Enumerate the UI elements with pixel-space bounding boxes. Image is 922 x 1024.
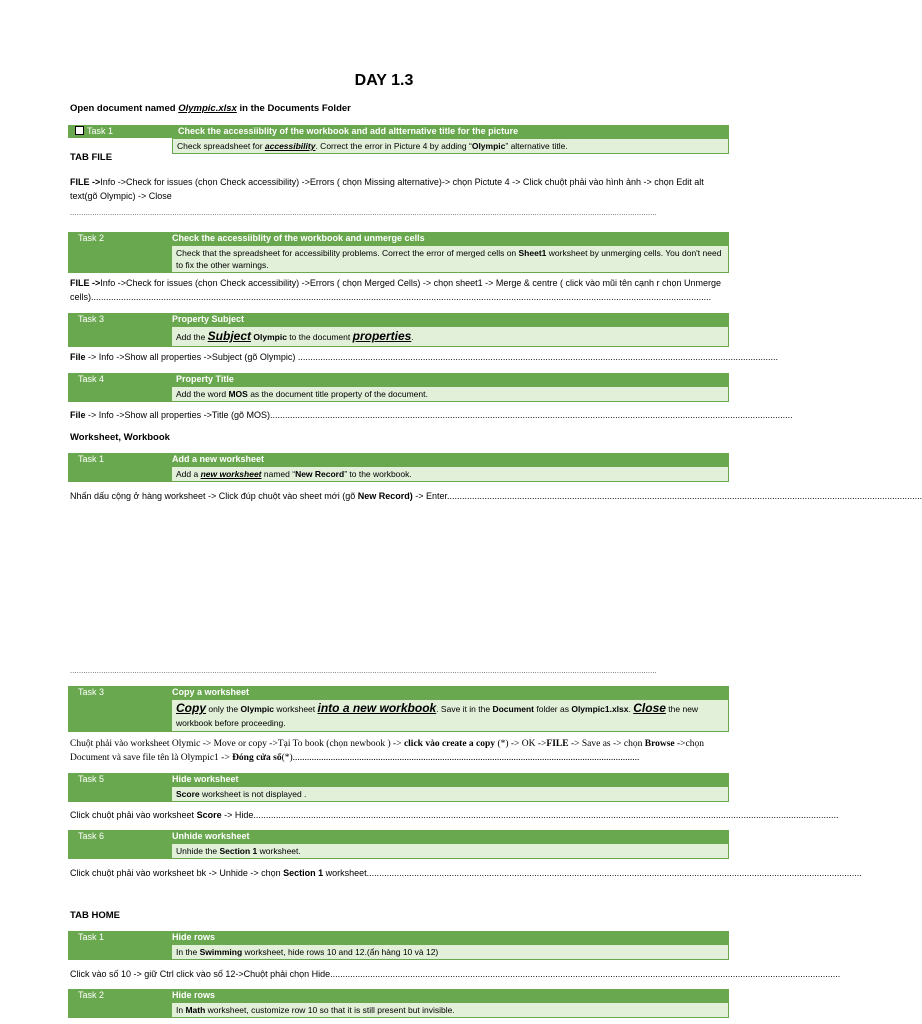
task-description xyxy=(172,1002,729,1018)
desc-text: to the document xyxy=(286,332,353,342)
desc-bold: New Record xyxy=(295,469,345,479)
task-label: Task 1 xyxy=(87,126,114,136)
dotted-line: ........................................................................................................................................................................................................................................................................ xyxy=(70,208,657,217)
task-title: Add a new worksheet xyxy=(172,454,265,464)
desc-text: folder as xyxy=(534,704,572,714)
desc-text: Unhide the xyxy=(176,846,220,856)
task-1-block xyxy=(68,125,729,154)
task-header xyxy=(68,313,729,326)
answer-bold: Section 1 xyxy=(283,868,324,878)
desc-bold: Olympic1.xlsx xyxy=(571,704,629,714)
desc-text: only the xyxy=(206,704,241,714)
desc-text: worksheet, hide rows 10 and 12.(ẩn hàng 10 và 12) xyxy=(242,947,439,957)
answer-bold: Đóng cửa sổ xyxy=(232,753,282,763)
task-header xyxy=(68,453,729,466)
ws-task-5-block xyxy=(68,773,729,802)
desc-bold: Math xyxy=(185,1005,206,1015)
task-label: Task 3 xyxy=(78,314,105,324)
answer-text: Click chuột phải vào worksheet xyxy=(70,810,197,820)
task-label-wrap xyxy=(68,125,172,138)
intro-prefix: Open document named xyxy=(70,103,179,114)
desc-text: Add the xyxy=(176,332,208,342)
task-description xyxy=(172,786,729,802)
desc-emphasis: Copy xyxy=(176,701,206,715)
desc-bold: Section 1 xyxy=(219,846,258,856)
desc-text: as the document title property of the document. xyxy=(247,389,428,399)
ws-task-1-block xyxy=(68,453,729,482)
answer-bold: Browse xyxy=(644,739,675,749)
desc-bold: Score xyxy=(176,789,200,799)
home-task-2-block xyxy=(68,989,729,1018)
task-description xyxy=(172,699,729,732)
task-header xyxy=(68,830,729,843)
task-4-block xyxy=(68,373,729,402)
ws-task-6-answer xyxy=(70,866,862,880)
answer-text: -> Info ->Show all properties ->Title (gõ MOS)................................................................................................................................................................................................................. xyxy=(85,410,793,420)
desc-text: In the xyxy=(176,947,200,957)
desc-text: ” alternative title. xyxy=(505,141,568,151)
task-body xyxy=(68,786,729,802)
desc-text: . xyxy=(628,704,634,714)
desc-bold: Document xyxy=(492,704,534,714)
answer-bold: Score xyxy=(196,810,222,820)
ws-task-6-block xyxy=(68,830,729,859)
task-description xyxy=(172,245,729,273)
task-2-answer xyxy=(70,276,732,304)
task-3-property-block xyxy=(68,313,729,347)
task-label: Task 4 xyxy=(78,374,105,384)
task-2-block xyxy=(68,232,729,273)
desc-text: Check spreadsheet for xyxy=(177,141,265,151)
desc-text: named “ xyxy=(261,469,296,479)
answer-text: (*).................................................................................................................................................. xyxy=(281,753,640,763)
intro-line xyxy=(70,102,351,116)
ws-task-3-answer xyxy=(70,737,732,765)
task-label: Task 2 xyxy=(78,233,105,243)
task-body xyxy=(68,843,729,859)
desc-text: Add a xyxy=(176,469,201,479)
desc-text: worksheet xyxy=(274,704,318,714)
task-description xyxy=(172,466,729,482)
answer-text: worksheet...................................................................................................................................................................................................... xyxy=(323,868,862,878)
task-description xyxy=(172,326,729,347)
home-task-1-block xyxy=(68,931,729,960)
desc-text: the new workbook before proceeding. xyxy=(176,704,699,728)
desc-text: Add the word xyxy=(176,389,229,399)
desc-emphasis: into a new workbook xyxy=(317,701,437,715)
task-header xyxy=(68,931,729,944)
task-header xyxy=(68,373,729,386)
task-label: Task 3 xyxy=(78,687,105,697)
desc-bold: Olympic xyxy=(240,704,275,714)
desc-bold: Olympic xyxy=(471,141,506,151)
task-body xyxy=(68,944,729,960)
ws-task-1-answer xyxy=(70,489,922,503)
ws-task-3-block xyxy=(68,686,729,732)
task-spacer xyxy=(68,699,172,732)
task-body xyxy=(68,699,729,732)
task-4-answer xyxy=(70,408,793,422)
task-title: Copy a worksheet xyxy=(172,687,250,697)
task-title: Property Subject xyxy=(172,314,245,324)
task-spacer xyxy=(68,843,172,859)
task-title: Unhide worksheet xyxy=(172,831,250,841)
ws-task-5-answer xyxy=(70,808,839,822)
task-title: Hide rows xyxy=(172,932,216,942)
section-heading-worksheet: Worksheet, Workbook xyxy=(70,432,170,443)
task-body xyxy=(68,1002,729,1018)
task-title: Check the accessiiblity of the workbook and add altternative title for the picture xyxy=(178,126,519,136)
tab-file-heading: TAB FILE xyxy=(70,152,113,163)
tab-home-heading: TAB HOME xyxy=(70,910,120,921)
task-title: Check the accessiiblity of the workbook and unmerge cells xyxy=(172,233,425,243)
home-task-1-answer: Click vào số 10 -> giữ Ctrl click vào số 12->Chuột phải chọn Hide............................................................................................................................................................................................................ xyxy=(70,969,841,979)
task-description xyxy=(172,944,729,960)
task-title: Hide worksheet xyxy=(172,774,239,784)
answer-text: Info ->Check for issues (chọn Check accessibility) ->Errors ( chọn Merged Cells) -> chọn sheet1 -> Merge & centre ( click vào mũi tên cạnh r chọn Unmerge cells)........................................................................................................................................................................................................................................................ xyxy=(70,278,722,302)
task-3-property-answer xyxy=(70,350,778,364)
task-spacer xyxy=(68,944,172,960)
task-body xyxy=(68,466,729,482)
answer-bold: FILE xyxy=(546,739,569,749)
task-body xyxy=(68,386,729,402)
answer-text: -> Enter.............................................................................................................................................................................................. xyxy=(412,491,922,501)
task-label: Task 5 xyxy=(78,774,105,784)
task-spacer xyxy=(68,326,172,347)
task-header xyxy=(68,232,729,245)
task-label: Task 1 xyxy=(78,454,105,464)
task-label: Task 1 xyxy=(78,932,105,942)
task-header xyxy=(68,773,729,786)
task-body xyxy=(68,326,729,347)
task-spacer xyxy=(68,466,172,482)
answer-bold: FILE -> xyxy=(70,278,101,288)
answer-bold: New Record) xyxy=(357,491,413,501)
answer-text: Nhấn dấu cộng ở hàng worksheet -> Click đúp chuột vào sheet mới (gõ xyxy=(70,491,358,501)
answer-text: Chuột phải vào worksheet Olymic -> Move or copy ->Tại To book (chọn newbook ) -> xyxy=(70,739,404,749)
desc-text: worksheet is not displayed . xyxy=(199,789,307,799)
desc-emphasis: Close xyxy=(633,701,666,715)
task-label: Task 6 xyxy=(78,831,105,841)
dotted-line: ........................................................................................................................................................................................................................................................................ xyxy=(70,666,657,675)
desc-text: . Correct the error in Picture 4 by adding “ xyxy=(315,141,472,151)
desc-bold: MOS xyxy=(228,389,248,399)
task-header xyxy=(68,686,729,699)
task-title: Hide rows xyxy=(172,990,216,1000)
task-title: Property Title xyxy=(176,374,234,384)
desc-bold: Swimming xyxy=(199,947,243,957)
task-description xyxy=(172,386,729,402)
desc-text: . Save it in the xyxy=(436,704,493,714)
answer-text: -> Save as -> chọn xyxy=(568,739,645,749)
desc-emphasis: Subject xyxy=(207,329,252,343)
desc-text: Check that the spreadsheet for accessibility problems. Correct the error of merged cells on xyxy=(176,248,519,258)
desc-text: worksheet. xyxy=(257,846,301,856)
answer-text: ->chọn Document và save file tên là Olympic1 -> xyxy=(70,739,705,763)
checkbox-icon[interactable] xyxy=(75,126,84,135)
answer-text: (*) -> OK -> xyxy=(495,739,547,749)
task-description xyxy=(172,138,729,154)
answer-text: -> Info ->Show all properties ->Subject (gõ Olympic) ................................................................................................................................................................................................ xyxy=(85,352,778,362)
desc-text: ” to the workbook. xyxy=(344,469,412,479)
task-body xyxy=(68,245,729,273)
task-header xyxy=(68,125,729,138)
answer-bold: File xyxy=(70,352,86,362)
answer-bold: click vào create a copy xyxy=(403,739,496,749)
desc-text: . xyxy=(411,332,414,342)
answer-text: -> Hide.......................................................................................................................................................................................................................................... xyxy=(221,810,839,820)
desc-emphasis: new worksheet xyxy=(200,469,262,479)
answer-text: Click chuột phải vào worksheet bk -> Unhide -> chọn xyxy=(70,868,284,878)
desc-bold: Olympic xyxy=(251,332,287,342)
answer-text: Info ->Check for issues (chọn Check accessibility) ->Errors ( chọn Missing alternative)-> chọn Pictute 4 -> Click chuột phải vào hình ảnh -> chọn Edit alt text(gõ Olympic) -> Close xyxy=(70,177,704,201)
page-title: DAY 1.3 xyxy=(354,72,414,89)
task-1-answer xyxy=(70,175,732,203)
task-body xyxy=(68,138,729,154)
answer-bold: FILE -> xyxy=(70,177,101,187)
desc-text: worksheet, customize row 10 so that it is still present but invisible. xyxy=(205,1005,455,1015)
desc-emphasis: accessibility xyxy=(264,141,316,151)
task-spacer xyxy=(68,386,172,402)
task-spacer xyxy=(68,786,172,802)
task-spacer xyxy=(68,245,172,273)
task-header xyxy=(68,989,729,1002)
intro-suffix: in the Documents Folder xyxy=(236,103,351,114)
desc-text: In xyxy=(176,1005,186,1015)
task-spacer xyxy=(68,1002,172,1018)
answer-bold: File xyxy=(70,410,86,420)
task-description xyxy=(172,843,729,859)
desc-bold: Sheet1 xyxy=(518,248,547,258)
desc-emphasis: properties xyxy=(352,329,412,343)
desc-text: worksheet by unmerging cells. You don't need to fix the other warnings. xyxy=(176,248,722,270)
task-label: Task 2 xyxy=(78,990,105,1000)
intro-file: Olympic.xlsx xyxy=(178,103,237,114)
